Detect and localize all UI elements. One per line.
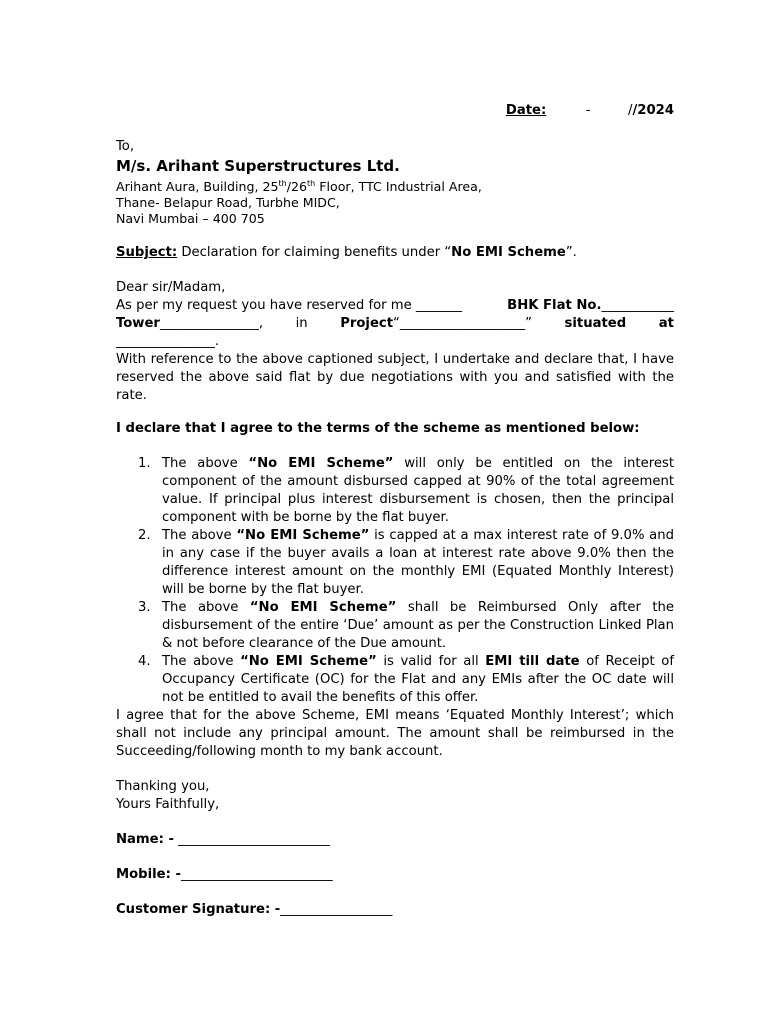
term-item: 4. The above “No EMI Scheme” is valid for all EMI till date of Receipt of Occupancy Certificate (OC) for the Flat and any EMIs after the OC date will not be entitled to avail the benefits of this offer. — [138, 654, 674, 706]
terms-list — [116, 455, 674, 707]
address-line-1: Arihant Aura, Building, 25th/26th Floor, TTC Industrial Area, — [116, 179, 482, 195]
term-number: 4. — [138, 654, 151, 670]
term-item: 3. The above “No EMI Scheme” shall be Reimbursed Only after the disbursement of the entire ‘Due’ amount as per the Construction Linked Plan & not before clearance of the Due amount. — [138, 600, 674, 652]
term-item: 2. The above “No EMI Scheme” is capped at a max interest rate of 9.0% and in any case if the buyer avails a loan at interest rate above 9.0% then the difference interest amount on the monthly EMI (Equated Monthly Interest) will be borne by the flat buyer. — [138, 528, 674, 598]
reference-paragraph: With reference to the above captioned subject, I undertake and declare that, I have reserved the above said flat by due negotiations with you and satisfied with the rate. — [116, 352, 674, 404]
request-line-1: As per my request you have reserved for me _______ BHK Flat No.___________ — [116, 298, 674, 314]
greeting: Dear sir/Madam, — [116, 280, 226, 296]
term-number: 1. — [138, 456, 151, 472]
signature-blank: _________________ — [280, 902, 393, 918]
declaration-letter — [116, 102, 674, 919]
addressee-to: To, — [116, 139, 135, 154]
term-number: 3. — [138, 600, 151, 616]
name-field — [116, 831, 674, 849]
ordinal-suffix: th — [278, 179, 287, 188]
address-line-3: Navi Mumbai – 400 705 — [116, 211, 265, 227]
signature-label: Customer Signature: - — [116, 902, 281, 918]
date-month-separator: / — [628, 103, 633, 118]
date-label: Date: — [505, 103, 547, 118]
subject-scheme-name: No EMI Scheme — [451, 245, 566, 261]
term-item: 1. The above “No EMI Scheme” will only be entitled on the interest component of the amount disbursed capped at 90% of the total agreement value. If principal plus interest disbursement is chosen, then the principal component with be borne by the flat buyer. — [138, 456, 674, 526]
address-line-2: Thane- Belapur Road, Turbhe MIDC, — [116, 195, 340, 211]
ordinal-suffix: th — [307, 179, 316, 188]
flat-number-blank: ___________ — [601, 298, 674, 314]
tower-blank: _______________, — [159, 316, 264, 332]
request-line-2: Tower_______________, in Project“___________________” situated at — [116, 316, 674, 332]
project-label: Project — [340, 316, 394, 332]
situated-blank: _______________. — [116, 334, 220, 350]
subject-label: Subject: — [116, 245, 178, 261]
date-year: /2024 — [632, 103, 674, 118]
name-label: Name: - — [116, 832, 174, 848]
bhk-flat-label: BHK Flat No. — [507, 298, 602, 314]
project-blank: “___________________” — [393, 316, 532, 332]
declaration-heading: I declare that I agree to the terms of the scheme as mentioned below: — [116, 421, 640, 437]
company-name: M/s. Arihant Superstructures Ltd. — [116, 157, 400, 175]
mobile-label: Mobile: - — [116, 867, 181, 883]
term-number: 2. — [138, 528, 151, 544]
mobile-field — [116, 866, 674, 884]
mobile-blank: _______________________ — [180, 867, 333, 883]
tower-label: Tower — [116, 316, 160, 332]
name-blank: _______________________ — [173, 832, 330, 848]
subject-line: Subject: Declaration for claiming benefits under “No EMI Scheme”. — [116, 245, 577, 261]
date-day-separator: - — [585, 103, 591, 118]
signature-field — [116, 901, 674, 919]
agreement-paragraph: I agree that for the above Scheme, EMI means ‘Equated Monthly Interest’; which shall not include any principal amount. The amount shall be reimbursed in the Succeeding/following month to my bank account. — [116, 708, 674, 760]
signoff-line: Yours Faithfully, — [116, 797, 220, 813]
date-line — [116, 102, 674, 120]
thanks-line: Thanking you, — [116, 779, 210, 795]
